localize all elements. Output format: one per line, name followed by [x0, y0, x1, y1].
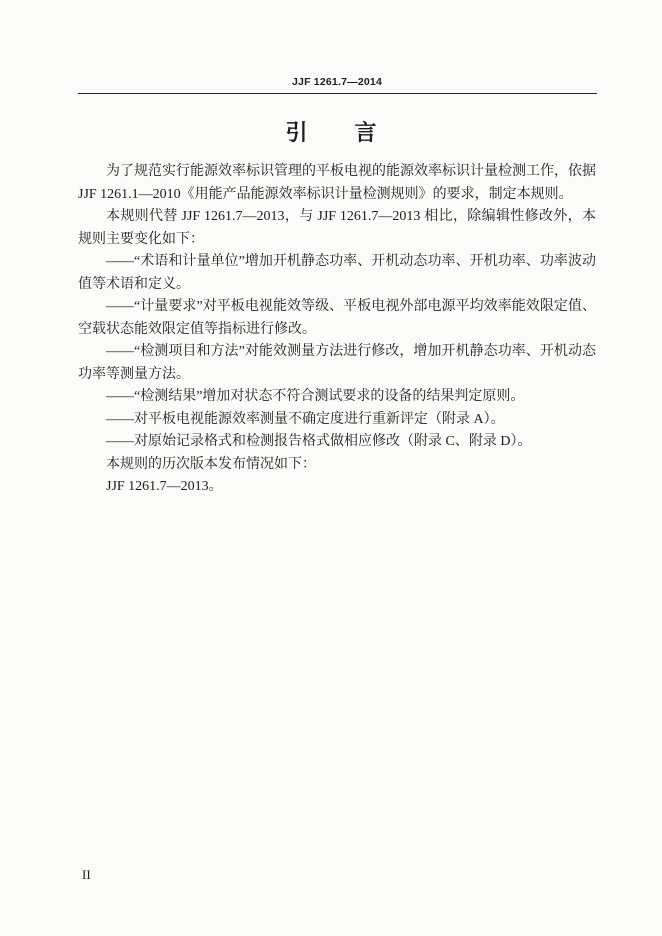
text-line: 本规则代替 JJF 1261.7—2013，与 JJF 1261.7—2013 相比，除编辑性修改外，本 [106, 209, 596, 224]
paragraph-replacement [78, 206, 596, 251]
text-line: ——“术语和计量单位”增加开机静态功率、开机动态功率、开机功率、功率波动 [106, 254, 596, 269]
section-title: 引 言 [285, 120, 389, 145]
text-line: 为了规范实行能源效率标识管理的平板电视的能源效率标识计量检测工作，依据 [106, 164, 596, 179]
text-line: 规则主要变化如下： [78, 231, 204, 247]
page-number: II [82, 867, 91, 882]
section-body [78, 161, 596, 499]
text-line: 空载状态能效限定值等指标进行修改。 [78, 321, 316, 337]
paragraph-history-version [78, 476, 596, 499]
change-item [78, 341, 596, 386]
change-item [78, 386, 596, 409]
paragraph-history [78, 454, 596, 477]
change-item [78, 431, 596, 454]
text-line: JJF 1261.1—2010《用能产品能源效率标识计量检测规则》的要求，制定本规则。 [78, 186, 573, 202]
text-line: ——对原始记录格式和检测报告格式做相应修改（附录 C、附录 D）。 [106, 434, 532, 449]
change-item [78, 409, 596, 432]
text-line: ——对平板电视能源效率测量不确定度进行重新评定（附录 A）。 [106, 411, 505, 427]
text-line: 本规则的历次版本发布情况如下： [106, 456, 316, 472]
text-line: 功率等测量方法。 [78, 366, 190, 382]
text-line: ——“检测结果”增加对状态不符合测试要求的设备的结果判定原则。 [106, 389, 525, 404]
text-line: JJF 1261.7—2013。 [106, 479, 223, 494]
text-line: ——“计量要求”对平板电视能效等级、平板电视外部电源平均效率能效限定值、 [106, 299, 596, 314]
paragraph-purpose [78, 161, 596, 206]
change-item [78, 296, 596, 341]
text-line: ——“检测项目和方法”对能效测量方法进行修改，增加开机静态功率、开机动态 [106, 344, 596, 359]
header-rule [78, 93, 597, 94]
change-item [78, 251, 596, 296]
text-line: 值等术语和定义。 [78, 276, 190, 292]
running-header-code: JJF 1261.7—2014 [292, 76, 382, 88]
